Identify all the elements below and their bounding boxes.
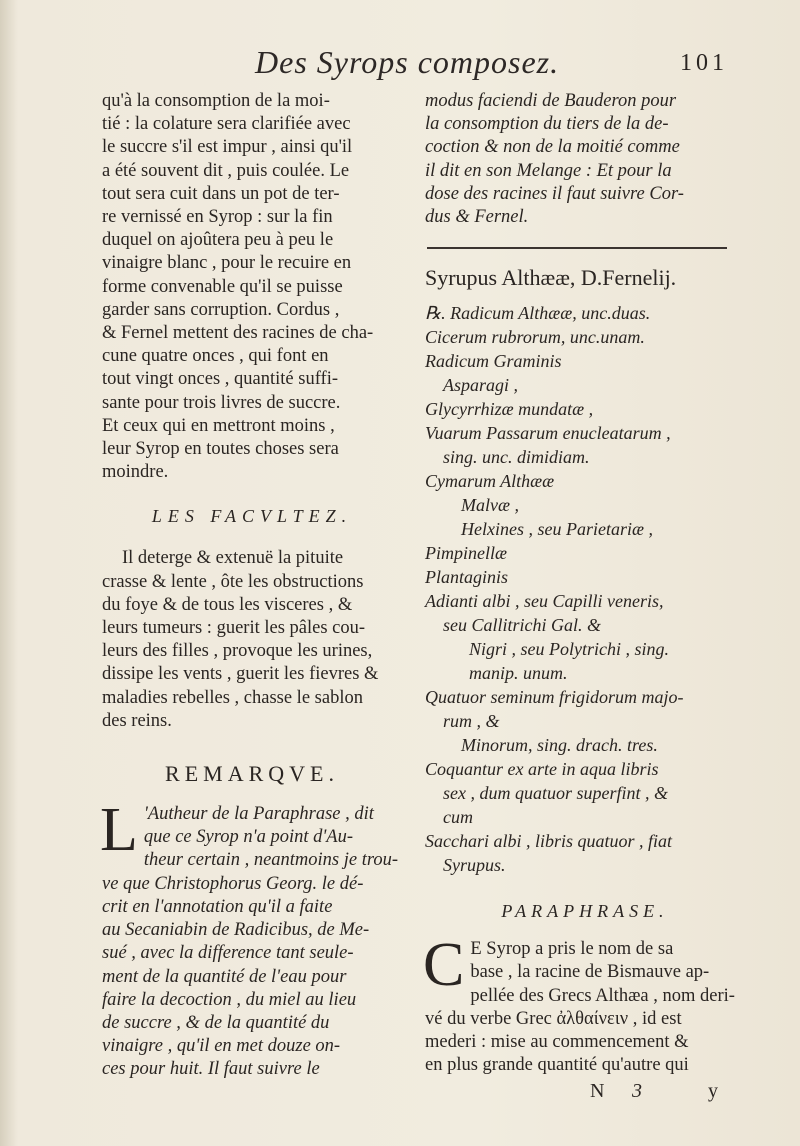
text-line: ment de la quantité de l'eau pour xyxy=(102,966,347,987)
text-line: des reins. xyxy=(102,710,172,731)
recipe-line: Sacchari albi , libris quatuor , fiat xyxy=(425,831,673,852)
recipe-list xyxy=(425,301,745,877)
recipe-line: rum , & xyxy=(443,711,500,732)
right-column xyxy=(425,90,745,1077)
text-line: sante pour trois livres de succre. xyxy=(102,392,341,413)
horizontal-rule xyxy=(427,247,727,249)
text-line: Il deterge & extenuë la pituite xyxy=(122,548,344,569)
text-line: vinaigre blanc , pour le recuire en xyxy=(102,253,352,274)
drop-cap: C xyxy=(423,931,465,1000)
text-line: en plus grande quantité qu'autre qui xyxy=(425,1055,689,1076)
text-line: tié : la colature sera clarifiée avec xyxy=(102,114,351,135)
recipe-line: Plantaginis xyxy=(425,567,509,588)
left-column xyxy=(102,90,402,1082)
text-line: crasse & lente , ôte les obstructions xyxy=(102,571,364,592)
paragraph-modus xyxy=(425,90,745,229)
recipe-line: Coquantur ex arte in aqua libris xyxy=(425,759,659,780)
text-line: coction & non de la moitié comme xyxy=(425,137,680,158)
signature-letter: N xyxy=(590,1080,605,1102)
text-line: tout vingt onces , quantité suffi- xyxy=(102,369,339,390)
text-line: duquel on ajoûtera peu à peu le xyxy=(102,230,334,251)
section-heading-paraphrase: PARAPHRASE. xyxy=(501,901,669,922)
text-line: dose des racines il faut suivre Cor- xyxy=(425,183,684,204)
text-line: de succre , & de la quantité du xyxy=(102,1012,330,1033)
recipe-line: cum xyxy=(443,807,473,828)
recipe-line: manip. unum. xyxy=(469,663,568,684)
text-line: vinaigre , qu'il en met douze on- xyxy=(102,1036,341,1057)
page-number: 101 xyxy=(680,50,728,76)
text-line: vé du verbe Grec ἀλθαίνειν , id est xyxy=(425,1008,682,1029)
text-line: maladies rebelles , chasse le sablon xyxy=(102,687,363,708)
recipe-line: Helxines , seu Parietariæ , xyxy=(461,519,653,540)
recipe-line: Vuarum Passarum enucleatarum , xyxy=(425,423,671,444)
text-line: la consomption du tiers de la de- xyxy=(425,114,669,135)
paragraph-consomption xyxy=(102,90,402,484)
text-line: tout sera cuit dans un pot de ter- xyxy=(102,183,340,204)
text-line: leurs des filles , provoque les urines, xyxy=(102,641,373,662)
remarque-text xyxy=(100,796,402,1081)
recipe-line: Malvæ , xyxy=(461,495,519,516)
recipe-line: sex , dum quatuor superfint , & xyxy=(443,783,668,804)
recipe-line: seu Callitrichi Gal. & xyxy=(443,615,602,636)
section-heading-remarque: REMARQVE. xyxy=(165,761,339,787)
text-line: garder sans corruption. Cordus , xyxy=(102,299,340,320)
text-line: cune quatre onces , qui font en xyxy=(102,346,329,367)
drop-cap: L xyxy=(100,796,138,865)
text-line: que ce Syrop n'a point d'Au- xyxy=(143,827,354,848)
text-line: ve que Christophorus Georg. le dé- xyxy=(102,873,364,894)
text-line: moindre. xyxy=(102,462,169,483)
section-heading-facultez: LES FACVLTEZ. xyxy=(151,506,353,527)
text-line: re vernissé en Syrop : sur la fin xyxy=(102,207,333,228)
text-line: forme convenable qu'il se puisse xyxy=(102,276,343,297)
text-line: sué , avec la difference tant seule- xyxy=(102,943,354,964)
recipe-line: Cymarum Althææ xyxy=(425,471,555,492)
text-line: le succre s'il est impur , ainsi qu'il xyxy=(102,137,353,158)
signature-number: 3 xyxy=(632,1080,642,1102)
text-line: dus & Fernel. xyxy=(425,207,529,228)
recipe-line: Minorum, sing. drach. tres. xyxy=(461,735,658,756)
recipe-title: Syrupus Althææ, D.Fernelij. xyxy=(425,265,677,291)
paraphrase-text xyxy=(423,931,745,1077)
recipe-line: Asparagi , xyxy=(443,375,519,396)
recipe-line: Pimpinellæ xyxy=(425,543,507,564)
text-line: au Secaniabin de Radicibus, de Me- xyxy=(102,920,370,941)
recipe-line: Cicerum rubrorum, unc.unam. xyxy=(425,327,645,348)
recipe-line: Radicum Graminis xyxy=(425,351,562,372)
recipe-line: ℞. Radicum Althææ, unc.duas. xyxy=(425,303,651,324)
text-line: dissipe les vents , guerit les fievres & xyxy=(102,664,379,685)
paragraph-facultez xyxy=(102,547,402,733)
paragraph-paraphrase xyxy=(423,931,745,1077)
text-line: leurs tumeurs : guerit les pâles cou- xyxy=(102,618,366,639)
paragraph-remarque xyxy=(100,796,402,1081)
text-line: Et ceux qui en mettront moins , xyxy=(102,415,335,436)
recipe-line: Adianti albi , seu Capilli veneris, xyxy=(425,591,664,612)
recipe-line: Syrupus. xyxy=(443,855,506,876)
catchword: y xyxy=(708,1080,718,1102)
text-line: mederi : mise au commencement & xyxy=(425,1032,689,1053)
text-line: crit en l'annotation qu'il a faite xyxy=(102,896,333,917)
text-line: base , la racine de Bismauve ap- xyxy=(470,962,710,983)
text-line: & Fernel mettent des racines de cha- xyxy=(102,323,374,344)
text-line: E Syrop a pris le nom de sa xyxy=(470,939,674,960)
text-line: theur certain , neantmoins je trou- xyxy=(143,850,399,871)
recipe-line: Nigri , seu Polytrichi , sing. xyxy=(469,639,669,660)
running-head xyxy=(0,44,800,84)
text-line: du foye & de tous les visceres , & xyxy=(102,594,353,615)
recipe-line: Quatuor seminum frigidorum majo- xyxy=(425,687,684,708)
text-line: modus faciendi de Bauderon pour xyxy=(425,91,677,111)
text-line: qu'à la consomption de la moi- xyxy=(102,91,330,111)
text-line: il dit en son Melange : Et pour la xyxy=(425,160,672,181)
text-line: ces pour huit. Il faut suivre le xyxy=(102,1059,320,1080)
text-line: pellée des Grecs Althæa , nom deri- xyxy=(470,985,735,1006)
text-line: 'Autheur de la Paraphrase , dit xyxy=(143,804,374,825)
recipe-line: Glycyrrhizæ mundatæ , xyxy=(425,399,594,420)
recipe-line: sing. unc. dimidiam. xyxy=(443,447,590,468)
text-line: a été souvent dit , puis coulée. Le xyxy=(102,160,350,181)
text-line: faire la decoction , du miel au lieu xyxy=(102,989,357,1010)
running-title: Des Syrops composez. xyxy=(255,44,560,80)
text-line: leur Syrop en toutes choses sera xyxy=(102,439,339,460)
